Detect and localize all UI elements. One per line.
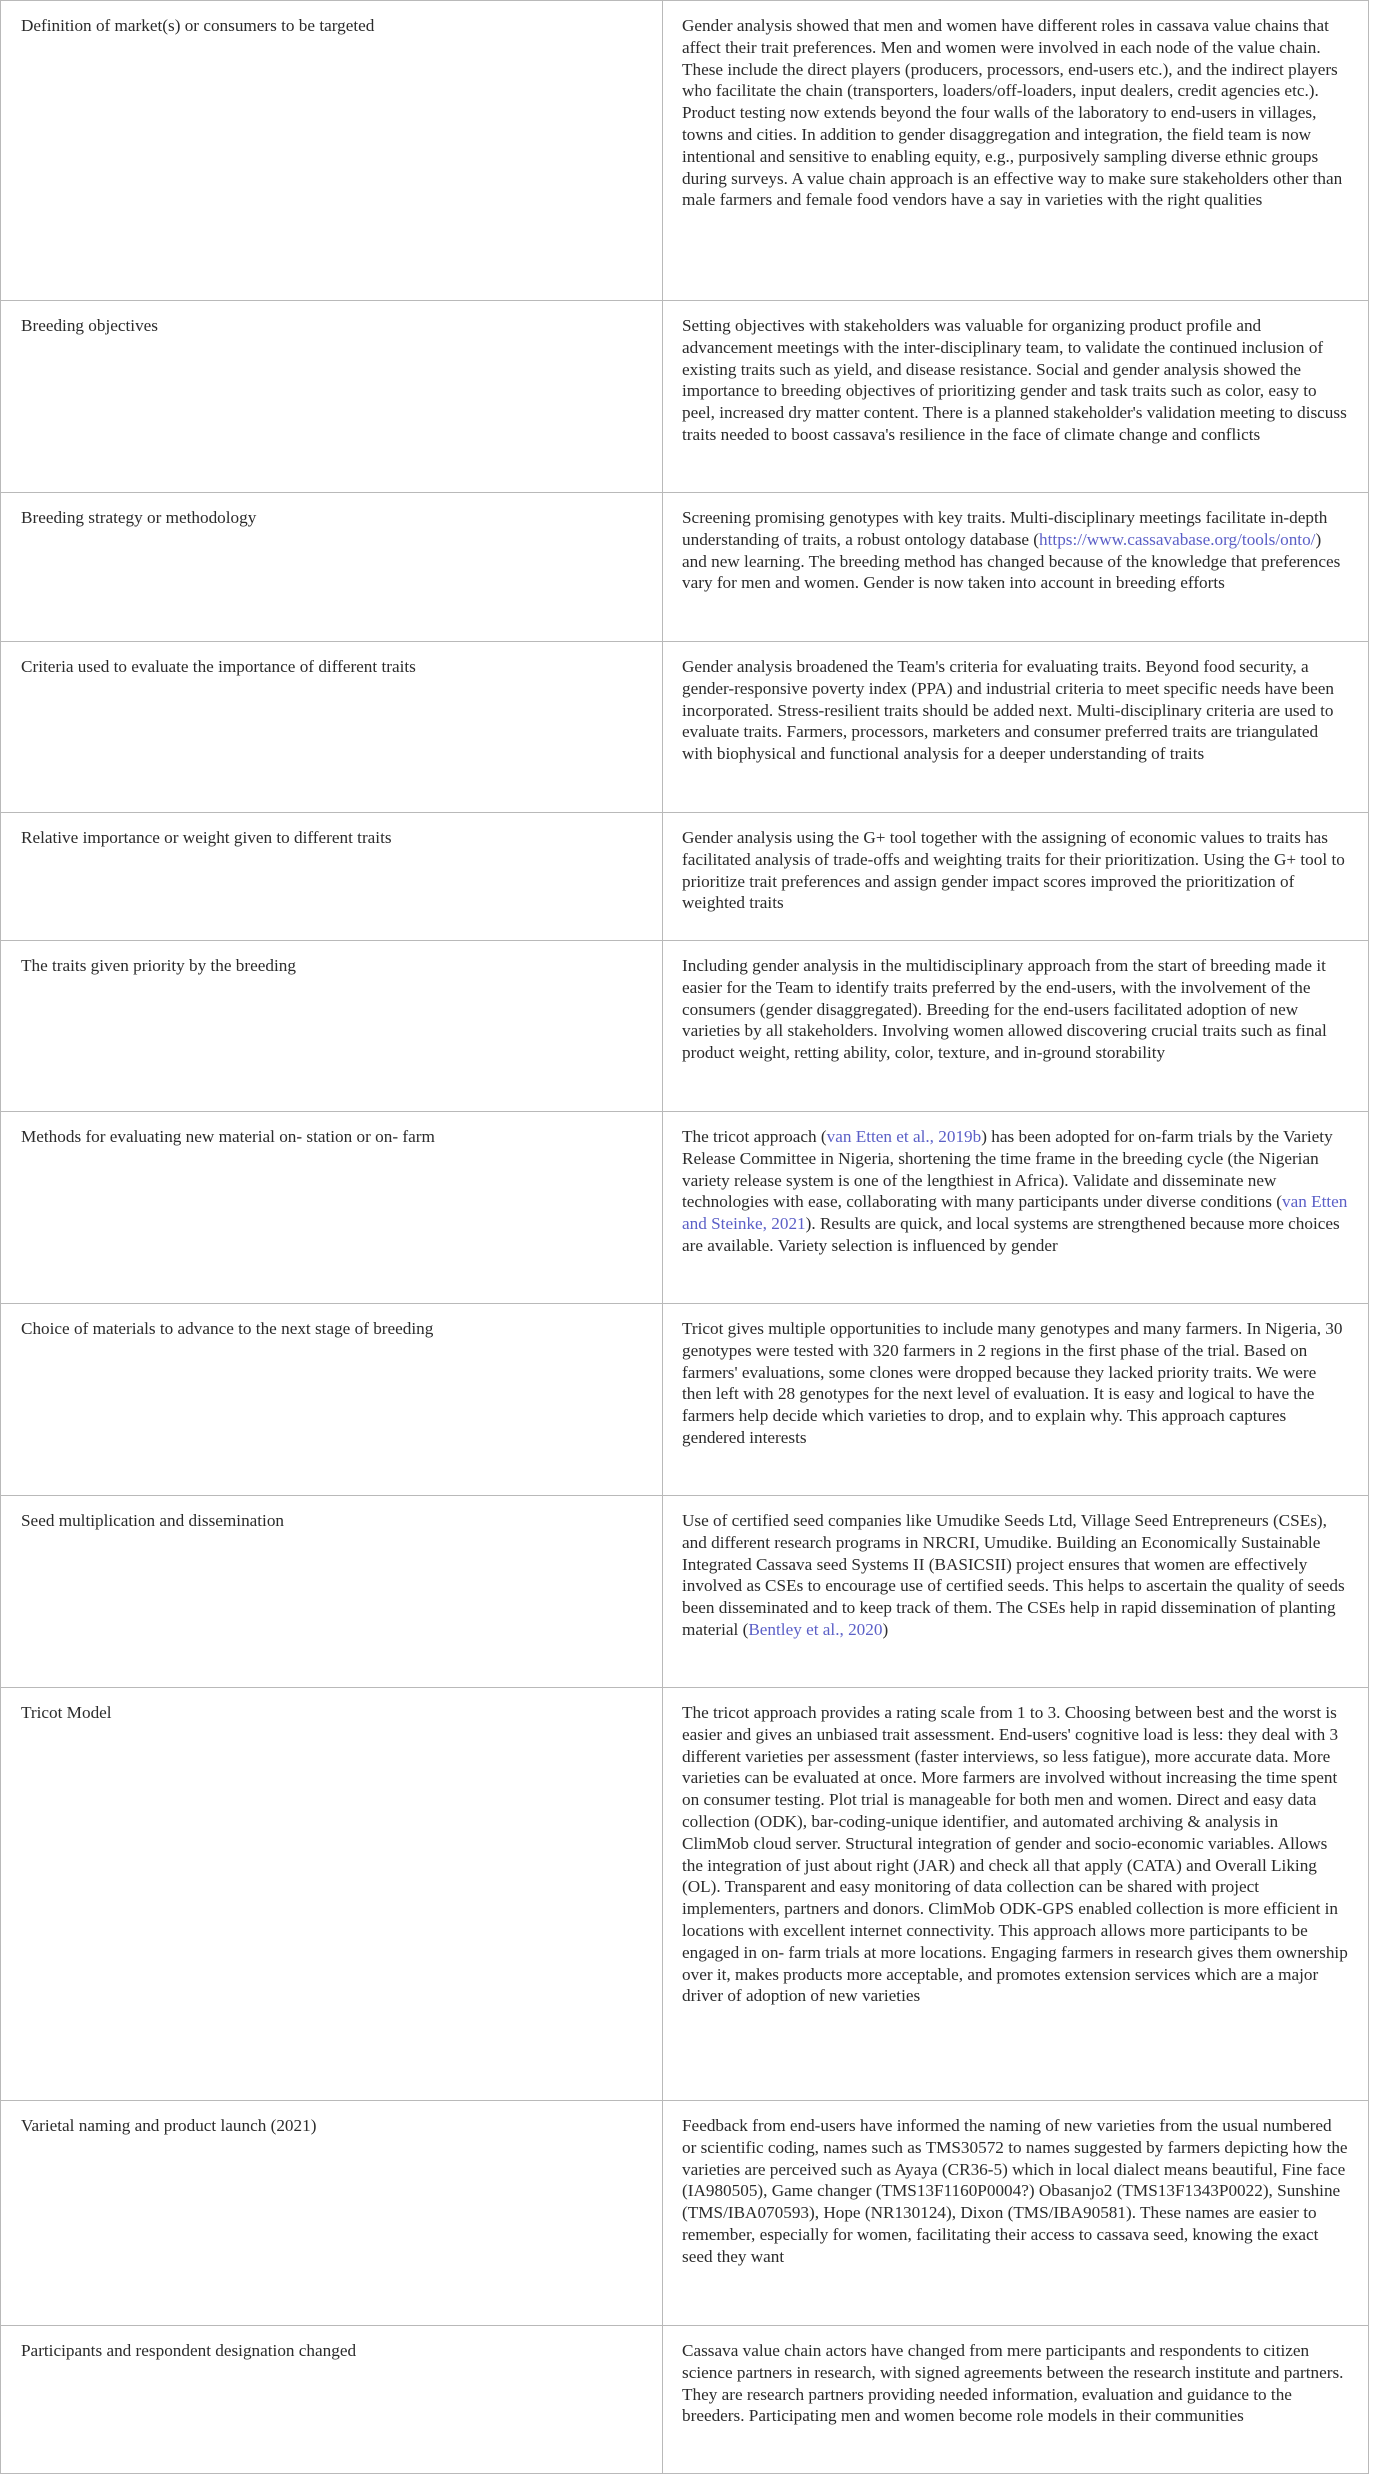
row-text xyxy=(663,1112,1369,1304)
table-row xyxy=(1,1688,1369,2101)
row-text: Gender analysis showed that men and women have different roles in cassava value chains that affect their trait preferences. Men and women were involved in each node of the value chain. These include the direct players (producers, processors, end-users etc.), and the indirect players who facilitate the chain (transporters, loaders/off-loaders, input dealers, credit agencies etc.). Product testing now extends beyond the four walls of the laboratory to end-users in villages, towns and cities. In addition to gender disaggregation and integration, the field team is now intentional and sensitive to enabling equity, e.g., purposively sampling diverse ethnic groups during surveys. A value chain approach is an effective way to make sure stakeholders other than male farmers and female food vendors have a say in varieties with the right qualities xyxy=(663,1,1369,301)
table-row xyxy=(1,2101,1369,2326)
row-text: Setting objectives with stakeholders was valuable for organizing product profile and advancement meetings with the inter-disciplinary team, to validate the continued inclusion of existing traits such as yield, and disease resistance. Social and gender analysis showed the importance to breeding objectives of prioritizing gender and task traits such as color, easy to peel, increased dry matter content. There is a planned stakeholder's validation meeting to discuss traits needed to boost cassava's resilience in the face of climate change and conflicts xyxy=(663,301,1369,493)
row-label: Choice of materials to advance to the next stage of breeding xyxy=(1,1304,663,1496)
row-label: Relative importance or weight given to different traits xyxy=(1,813,663,941)
row-text: The tricot approach provides a rating scale from 1 to 3. Choosing between best and the worst is easier and gives an unbiased trait assessment. End-users' cognitive load is less: they deal with 3 different varieties per assessment (faster interviews, so less fatigue), more accurate data. More varieties can be evaluated at once. More farmers are involved without increasing the time spent on consumer testing. Plot trial is manageable for both men and women. Direct and easy data collection (ODK), bar-coding-unique identifier, and automated archiving & analysis in ClimMob cloud server. Structural integration of gender and socio-economic variables. Allows the integration of just about right (JAR) and check all that apply (CATA) and Overall Liking (OL). Transparent and easy monitoring of data collection can be shared with project implementers, partners and donors. ClimMob ODK-GPS enabled collection is more efficient in locations with excellent internet connectivity. This approach allows more participants to be engaged in on- farm trials at more locations. Engaging farmers in research gives them ownership over it, makes products more acceptable, and promotes extension services which are a major driver of adoption of new varieties xyxy=(663,1688,1369,2101)
row-text: Including gender analysis in the multidisciplinary approach from the start of breeding made it easier for the Team to identify traits preferred by the end-users, with the involvement of the consumers (gender disaggregated). Breeding for the end-users facilitated adoption of new varieties by all stakeholders. Involving women allowed discovering crucial traits such as final product weight, retting ability, color, texture, and in-ground storability xyxy=(663,941,1369,1112)
row-label: Methods for evaluating new material on- station or on- farm xyxy=(1,1112,663,1304)
citation-link[interactable]: van Etten et al., 2019b xyxy=(826,1127,982,1146)
row-text xyxy=(663,1496,1369,1688)
row-label: Seed multiplication and dissemination xyxy=(1,1496,663,1688)
table-row xyxy=(1,2326,1369,2474)
table-row xyxy=(1,813,1369,941)
table-row xyxy=(1,1,1369,301)
row-text: Gender analysis broadened the Team's criteria for evaluating traits. Beyond food security, a gender-responsive poverty index (PPA) and industrial criteria to meet specific needs have been incorporated. Stress-resilient traits should be added next. Multi-disciplinary criteria are used to evaluate traits. Farmers, processors, marketers and consumer preferred traits are triangulated with biophysical and functional analysis for a deeper understanding of traits xyxy=(663,642,1369,813)
table-row xyxy=(1,1112,1369,1304)
row-label: Definition of market(s) or consumers to be targeted xyxy=(1,1,663,301)
table-row xyxy=(1,941,1369,1112)
table-row xyxy=(1,301,1369,493)
citation-link[interactable]: van Etten and Steinke, 2021 xyxy=(682,1192,1348,1234)
row-text xyxy=(663,493,1369,642)
table-row xyxy=(1,493,1369,642)
row-label: Participants and respondent designation changed xyxy=(1,2326,663,2474)
citation-link[interactable]: Bentley et al., 2020 xyxy=(748,1619,883,1639)
text-segment: ) and new learning. The breeding method has changed because of the knowledge that preferences vary for men and women. Gender is now taken into account in breeding efforts xyxy=(682,529,1341,593)
row-text: Cassava value chain actors have changed from mere participants and respondents to citizen science partners in research, with signed agreements between the research institute and partners. They are research partners providing needed information, evaluation and guidance to the breeders. Participating men and women become role models in their communities xyxy=(663,2326,1369,2474)
row-label: Tricot Model xyxy=(1,1688,663,2101)
row-label: Varietal naming and product launch (2021) xyxy=(1,2101,663,2326)
text-segment: ) xyxy=(882,1619,889,1639)
table-row xyxy=(1,1496,1369,1688)
row-text: Feedback from end-users have informed the naming of new varieties from the usual numbered or scientific coding, names such as TMS30572 to names suggested by farmers depicting how the varieties are perceived such as Ayaya (CR36-5) which in local dialect means beautiful, Fine face (IA980505), Game changer (TMS13F1160P0004?) Obasanjo2 (TMS13F1343P0022), Sunshine (TMS/IBA070593), Hope (NR130124), Dixon (TMS/IBA90581). These names are easier to remember, especially for women, facilitating their access to cassava seed, knowing the exact seed they want xyxy=(663,2101,1369,2326)
text-segment: The tricot approach ( xyxy=(682,1127,827,1146)
row-label: Criteria used to evaluate the importance of different traits xyxy=(1,642,663,813)
ontology-database-link[interactable]: https://​www.cassavabase.org/tools/onto/ xyxy=(1039,529,1316,549)
row-text: Gender analysis using the G+ tool together with the assigning of economic values to traits has facilitated analysis of trade-offs and weighting traits for their prioritization. Using the G+ tool to prioritize trait preferences and assign gender impact scores improved the prioritization of weighted traits xyxy=(663,813,1369,941)
text-segment: ). Results are quick, and local systems are strengthened because more choices are available. Variety selection is influenced by gender xyxy=(682,1214,1340,1255)
text-segment: Screening promising genotypes with key traits. Multi-disciplinary meetings facilitate in-depth understanding of traits, a robust ontology database ( xyxy=(682,508,1328,549)
text-segment: Use of certified seed companies like Umudike Seeds Ltd, Village Seed Entrepreneurs (CSEs), and different research programs in NRCRI, Umudike. Building an Economically Sustainable Integrated Cassava seed Systems II (BASICSII) project ensures that women are effectively involved as CSEs to encourage use of certified seeds. This helps to ascertain the quality of seeds been disseminated and to keep track of them. The CSEs help in rapid dissemination of planting material ( xyxy=(682,1511,1345,1639)
table-row xyxy=(1,1304,1369,1496)
row-text: Tricot gives multiple opportunities to include many genotypes and many farmers. In Nigeria, 30 genotypes were tested with 320 farmers in 2 regions in the first phase of the trial. Based on farmers' evaluations, some clones were dropped because they lacked priority traits. We were then left with 28 genotypes for the next level of evaluation. It is easy and logical to have the farmers help decide which varieties to drop, and to explain why. This approach captures gendered interests xyxy=(663,1304,1369,1496)
row-label: Breeding strategy or methodology xyxy=(1,493,663,642)
row-label: Breeding objectives xyxy=(1,301,663,493)
table-row xyxy=(1,642,1369,813)
row-label: The traits given priority by the breeding xyxy=(1,941,663,1112)
text-segment: ) has been adopted for on-farm trials by the Variety Release Committee in Nigeria, shortening the time frame in the breeding cycle (the Nigerian variety release system is one of the lengthiest in Africa). Validate and disseminate new technologies with ease, collaborating with many participants under diverse conditions ( xyxy=(682,1127,1333,1212)
